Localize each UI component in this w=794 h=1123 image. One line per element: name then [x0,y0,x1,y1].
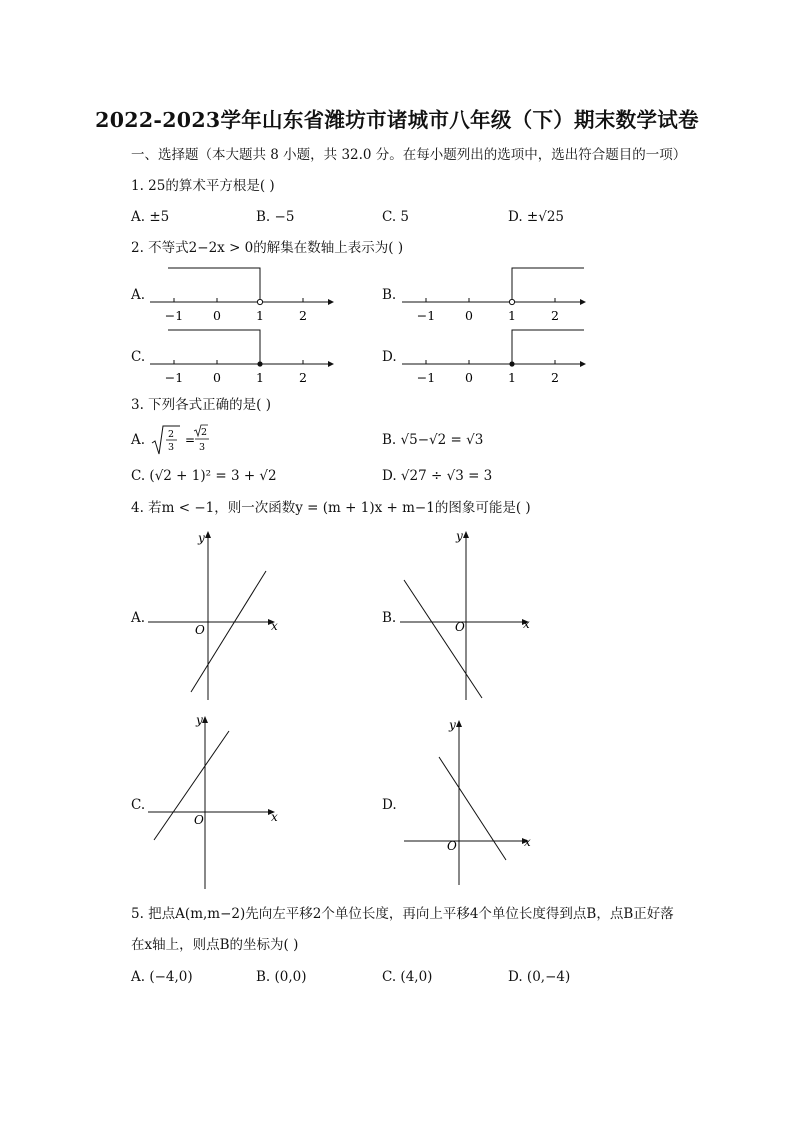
tick-label: −1 [416,370,436,385]
origin-label: O [447,839,457,853]
axis-y-label: y [196,713,203,727]
axis-x-label: x [523,617,530,631]
question-5-stem-line-1: 5. 把点A(m,m−2)先向左平移2个单位长度，再向上平移4个单位长度得到点B，点B正好落 [131,906,674,922]
tick-label: −1 [164,308,184,323]
tick-label: 2 [551,370,559,385]
q2-label-d: D. [382,349,397,365]
q4-label-a: A. [131,610,146,626]
number-line-b [400,262,590,328]
tick-label: 0 [465,370,473,385]
q4-label-d: D. [382,797,397,813]
q4-label-c: C. [131,797,146,813]
q3-option-b: B. √5−√2 = √3 [382,432,484,448]
origin-label: O [194,813,204,827]
question-5-stem-line-2: 在x轴上，则点B的坐标为( ) [131,937,299,953]
q5-option-c: C. (4,0) [382,969,433,985]
q1-option-b: B. −5 [256,209,295,225]
origin-label: O [455,620,465,634]
axis-x-label: x [271,619,278,633]
tick-label: 1 [256,370,264,385]
graph-b [400,530,540,700]
graph-a [148,530,288,700]
graph-d [400,715,540,890]
svg-text:3: 3 [167,442,175,453]
q3-option-a-label: A. [131,432,146,448]
q5-option-a: A. (−4,0) [131,969,193,985]
number-line-d [400,324,590,390]
question-3-stem: 3. 下列各式正确的是( ) [131,397,271,413]
svg-text:3: 3 [198,442,206,453]
tick-label: 0 [465,308,473,323]
q1-option-c: C. 5 [382,209,410,225]
page-title: 2022-2023学年山东省潍坊市诸城市八年级（下）期末数学试卷 [95,108,699,132]
origin-label: O [195,623,205,637]
tick-label: 1 [508,308,516,323]
svg-text:2: 2 [200,427,208,438]
tick-label: 2 [299,370,307,385]
tick-label: 0 [213,308,221,323]
q3-option-c: C. (√2 + 1)² = 3 + √2 [131,468,277,484]
q3-option-a-formula [150,424,210,456]
axis-x-label: x [524,835,531,849]
svg-text:2: 2 [167,429,175,440]
q2-label-c: C. [131,349,146,365]
question-1-stem: 1. 25的算术平方根是( ) [131,178,275,194]
tick-label: −1 [164,370,184,385]
tick-label: 1 [508,370,516,385]
tick-label: −1 [416,308,436,323]
q1-option-d: D. ±√25 [508,209,565,225]
number-line-a [148,262,338,328]
section-header: 一、选择题（本大题共 8 小题，共 32.0 分。在每小题列出的选项中，选出符合题目的一项） [131,147,687,163]
axis-y-label: y [456,529,463,543]
graph-c [148,715,288,890]
q4-label-b: B. [382,610,397,626]
tick-label: 2 [299,308,307,323]
tick-label: 2 [551,308,559,323]
tick-label: 0 [213,370,221,385]
axis-y-label: y [449,718,456,732]
q3-option-d: D. √27 ÷ √3 = 3 [382,468,493,484]
tick-label: 1 [256,308,264,323]
axis-y-label: y [198,531,205,545]
svg-text:=: = [185,433,196,447]
q2-label-a: A. [131,287,146,303]
number-line-c [148,324,338,390]
question-4-stem: 4. 若m < −1，则一次函数y = (m + 1)x + m−1的图象可能是( ) [131,500,531,516]
q1-option-a: A. ±5 [131,209,170,225]
q5-option-b: B. (0,0) [256,969,307,985]
q2-label-b: B. [382,287,397,303]
q5-option-d: D. (0,−4) [508,969,571,985]
question-2-stem: 2. 不等式2−2x > 0的解集在数轴上表示为( ) [131,240,404,256]
axis-x-label: x [271,810,278,824]
